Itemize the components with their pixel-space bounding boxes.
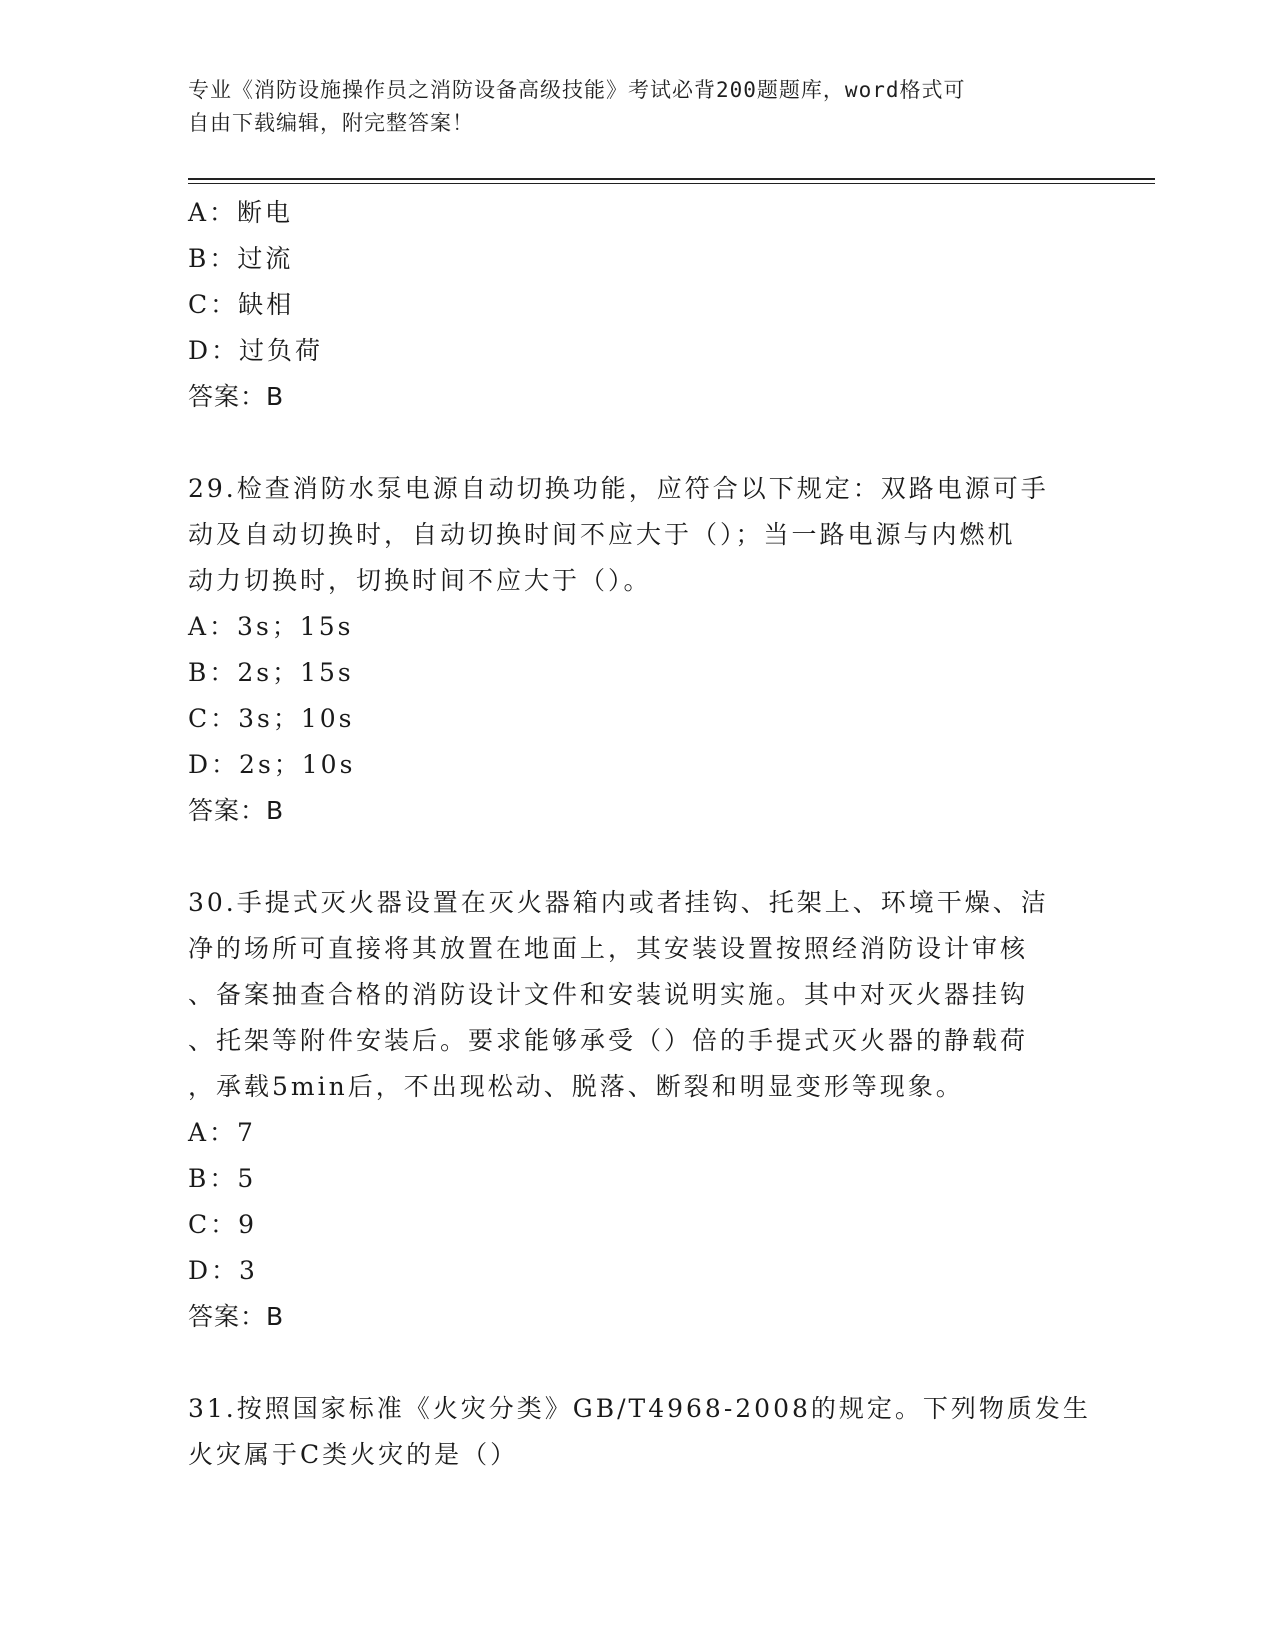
spacer — [188, 420, 1088, 466]
option-d: D：过负荷 — [188, 336, 324, 365]
question-stem-line: 动及自动切换时，自动切换时间不应大于（）；当一路电源与内燃机 — [188, 520, 1016, 549]
header-divider-thin — [188, 183, 1155, 184]
option-b: B：2s；15s — [188, 658, 354, 687]
spacer — [188, 1340, 1088, 1386]
option-c: C：缺相 — [188, 290, 295, 319]
question-stem-line: 、托架等附件安装后。要求能够承受（）倍的手提式灭火器的静载荷 — [188, 1026, 1029, 1055]
option-c: C：9 — [188, 1210, 258, 1239]
question-stem-line: 29.检查消防水泵电源自动切换功能，应符合以下规定：双路电源可手 — [188, 474, 1049, 503]
option-b: B：过流 — [188, 244, 294, 273]
question-stem-line: 火灾属于C类火灾的是（） — [188, 1440, 519, 1469]
option-b: B：5 — [188, 1164, 257, 1193]
question-30 — [188, 880, 1088, 1340]
header-line-2: 自由下载编辑，附完整答案！ — [188, 111, 474, 135]
option-a: A：7 — [188, 1118, 256, 1147]
spacer — [188, 834, 1088, 880]
question-stem-line: 净的场所可直接将其放置在地面上，其安装设置按照经消防设计审核 — [188, 934, 1029, 963]
question-content — [188, 190, 1091, 1478]
question-stem-line: 、备案抽查合格的消防设计文件和安装说明实施。其中对灭火器挂钩 — [188, 980, 1029, 1009]
question-stem-line: 30.手提式灭火器设置在灭火器箱内或者挂钩、托架上、环境干燥、洁 — [188, 888, 1049, 917]
header-line-1: 专业《消防设施操作员之消防设备高级技能》考试必背200题题库，word格式可 — [188, 78, 966, 102]
option-c: C：3s；10s — [188, 704, 355, 733]
question-29 — [188, 466, 1088, 834]
question-stem-line: 31.按照国家标准《火灾分类》GB/T4968-2008的规定。下列物质发生 — [188, 1394, 1091, 1423]
option-d: D：3 — [188, 1256, 258, 1285]
question-stem-line: 动力切换时，切换时间不应大于（）。 — [188, 566, 652, 595]
option-d: D：2s；10s — [188, 750, 356, 779]
answer: 答案：B — [188, 382, 285, 411]
option-a: A：断电 — [188, 198, 294, 227]
question-31 — [188, 1386, 1091, 1478]
answer: 答案：B — [188, 796, 285, 825]
question-stem-line: ，承载5min后，不出现松动、脱落、断裂和明显变形等现象。 — [188, 1072, 964, 1101]
question-28 — [188, 190, 1088, 420]
document-header — [188, 74, 1088, 140]
option-a: A：3s；15s — [188, 612, 354, 641]
header-divider-thick — [188, 178, 1155, 180]
answer: 答案：B — [188, 1302, 285, 1331]
